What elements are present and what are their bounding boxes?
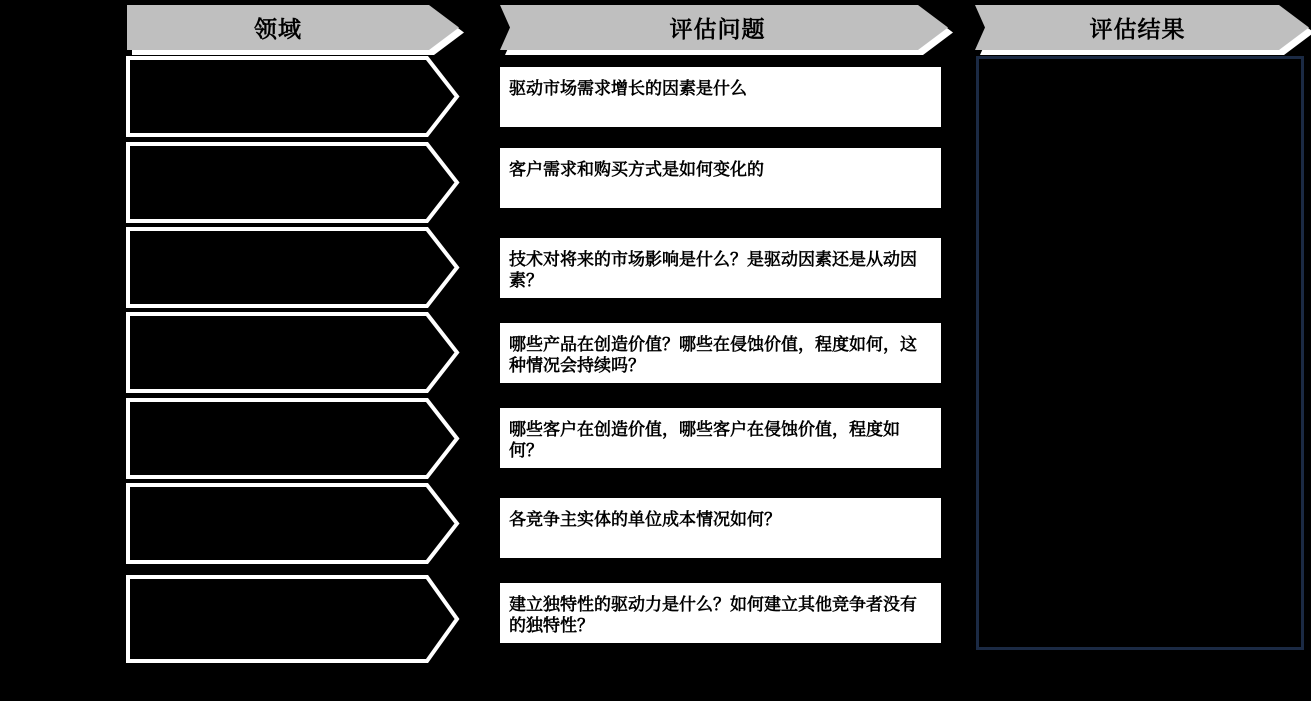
question-text: 驱动市场需求增长的因素是什么: [509, 79, 747, 98]
domain-arrow: [126, 56, 462, 137]
question-box: [500, 583, 941, 643]
questions-header-label: 评估问题: [669, 16, 766, 42]
question-text: 客户需求和购买方式是如何变化的: [509, 160, 764, 179]
question-box: [500, 323, 941, 383]
question-text: 哪些客户在创造价值，哪些客户在侵蚀价值，程度如何？: [509, 420, 900, 460]
question-text: 技术对将来的市场影响是什么？是驱动因素还是从动因素？: [509, 250, 917, 290]
domain-arrow: [126, 142, 462, 223]
domain-arrow: [126, 575, 462, 663]
results-panel: [976, 56, 1304, 650]
question-box: [500, 67, 941, 127]
question-box: [500, 238, 941, 298]
domain-arrow: [126, 227, 462, 308]
question-box: [500, 498, 941, 558]
domain-arrow: [126, 398, 462, 479]
question-box: [500, 148, 941, 208]
domain-arrow: [126, 483, 462, 564]
question-text: 哪些产品在创造价值？哪些在侵蚀价值，程度如何，这种情况会持续吗？: [509, 335, 917, 375]
question-text: 各竞争主实体的单位成本情况如何？: [509, 510, 781, 529]
question-box: [500, 408, 941, 468]
domain-arrow: [126, 312, 462, 393]
question-text: 建立独特性的驱动力是什么？如何建立其他竞争者没有的独特性？: [509, 595, 917, 635]
results-header-label: 评估结果: [1089, 16, 1186, 42]
domain-header-label: 领域: [254, 16, 302, 42]
